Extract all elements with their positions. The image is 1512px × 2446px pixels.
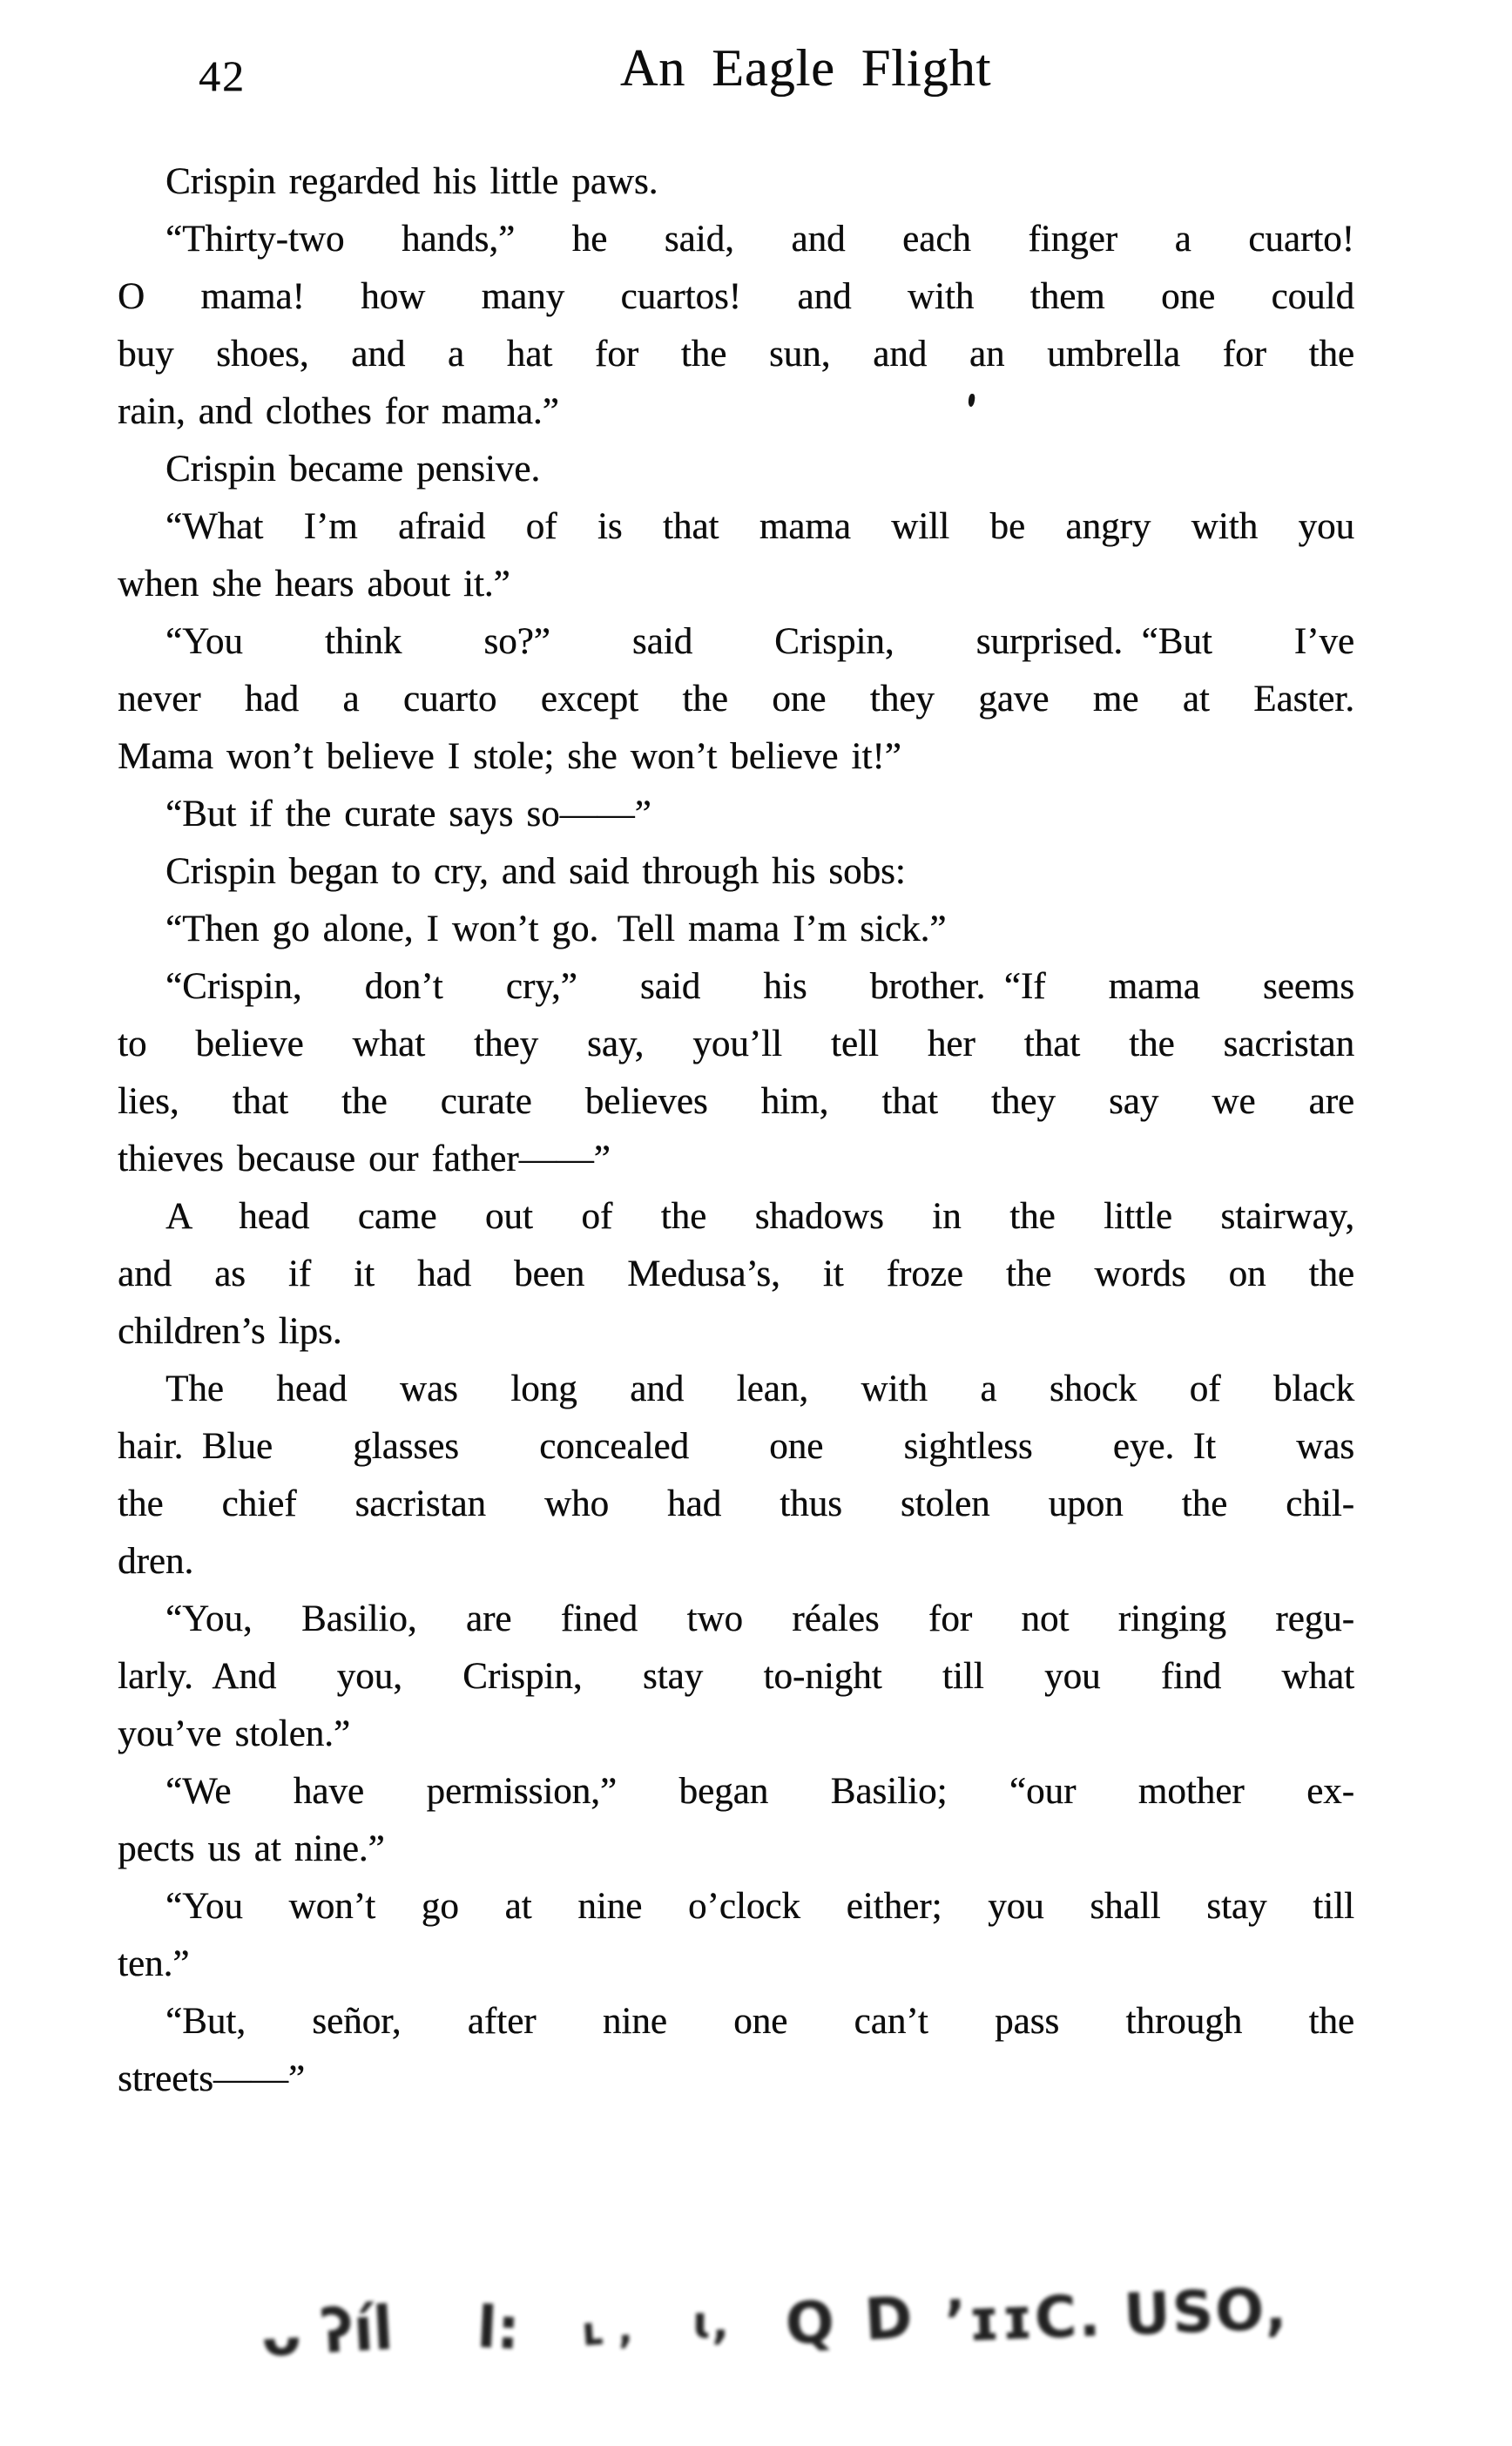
paragraph [118, 1993, 1354, 2108]
text-line: dren. [118, 1541, 194, 1582]
text-line: hair. Blue glasses concealed one sightless eye. It was [118, 1426, 1354, 1467]
text-line: when she hears about it.” [118, 564, 510, 605]
text-line: Mama won’t believe I stole; she won’t believe it!” [118, 736, 901, 777]
faded-print-fragment: ɩ, [692, 2296, 730, 2350]
text-line: larly. And you, Crispin, stay to-night till you find what [118, 1656, 1354, 1697]
text-line: “You, Basilio, are fined two réales for not ringing regu- [165, 1598, 1354, 1639]
paragraph [118, 1591, 1354, 1763]
text-line: pects us at nine.” [118, 1828, 385, 1869]
faded-print-fragment: ʟ , [579, 2304, 635, 2355]
text-line: “Crispin, don’t cry,” said his brother. “If mama seems [165, 966, 1354, 1007]
paragraph [118, 613, 1354, 786]
text-line: the chief sacristan who had thus stolen upon the chil- [118, 1483, 1354, 1524]
text-line: Crispin regarded his little paws. [165, 161, 658, 202]
text-line: ten.” [118, 1943, 190, 1984]
faded-print-fragment: ᴗ ʔíl [259, 2293, 395, 2371]
paragraph [118, 211, 1354, 441]
text-block [118, 153, 1354, 2108]
text-line: lies, that the curate believes him, that they say we are [118, 1081, 1354, 1122]
text-line: A head came out of the shadows in the little stairway, [165, 1196, 1354, 1237]
text-line: and as if it had been Medusa’s, it froze the words on the [118, 1253, 1354, 1294]
text-line: streets——” [118, 2058, 305, 2099]
page-number: 42 [199, 51, 246, 100]
text-line: Crispin began to cry, and said through his sobs: [165, 851, 906, 892]
text-line: “We have permission,” began Basilio; “our mother ex- [165, 1771, 1354, 1812]
faded-print-fragment: Q D [783, 2283, 920, 2358]
paragraph [118, 786, 1354, 843]
text-line: “But if the curate says so——” [165, 794, 651, 834]
text-line: children’s lips. [118, 1311, 342, 1352]
running-title: An Eagle Flight [619, 39, 992, 97]
faded-print-fragment: l: [475, 2294, 522, 2363]
text-line: “What I’m afraid of is that mama will be angry with you [165, 506, 1354, 547]
paragraph [118, 958, 1354, 1188]
text-line: “Then go alone, I won’t go. Tell mama I’m sick.” [165, 909, 947, 949]
text-line: to believe what they say, you’ll tell her that the sacristan [118, 1024, 1354, 1064]
paragraph [118, 1763, 1354, 1878]
text-line: The head was long and lean, with a shock of black [165, 1368, 1354, 1409]
paragraph [118, 441, 1354, 498]
paragraph [118, 498, 1354, 613]
text-line: Crispin became pensive. [165, 449, 541, 490]
text-line: “You think so?” said Crispin, surprised. “But I’ve [165, 621, 1354, 662]
text-line: you’ve stolen.” [118, 1713, 351, 1754]
paragraph [118, 901, 1354, 958]
faded-print-artifact [0, 2265, 1512, 2401]
text-line: never had a cuarto except the one they gave me at Easter. [118, 679, 1354, 720]
text-line: “You won’t go at nine o’clock either; you shall stay till [165, 1886, 1354, 1927]
faded-print-fragment: ’ɪɪC. USO, [943, 2274, 1290, 2355]
paragraph [118, 1361, 1354, 1591]
text-line: “Thirty-two hands,” he said, and each finger a cuarto! [165, 219, 1354, 260]
text-line: thieves because our father——” [118, 1139, 611, 1179]
paragraph [118, 153, 1354, 211]
text-line: rain, and clothes for mama.” [118, 391, 559, 432]
text-line: O mama! how many cuartos! and with them one could [118, 276, 1354, 317]
paragraph [118, 1188, 1354, 1361]
text-line: “But, señor, after nine one can’t pass through the [165, 2001, 1354, 2042]
text-line: buy shoes, and a hat for the sun, and an umbrella for the [118, 334, 1354, 375]
paragraph [118, 843, 1354, 901]
paragraph [118, 1878, 1354, 1993]
